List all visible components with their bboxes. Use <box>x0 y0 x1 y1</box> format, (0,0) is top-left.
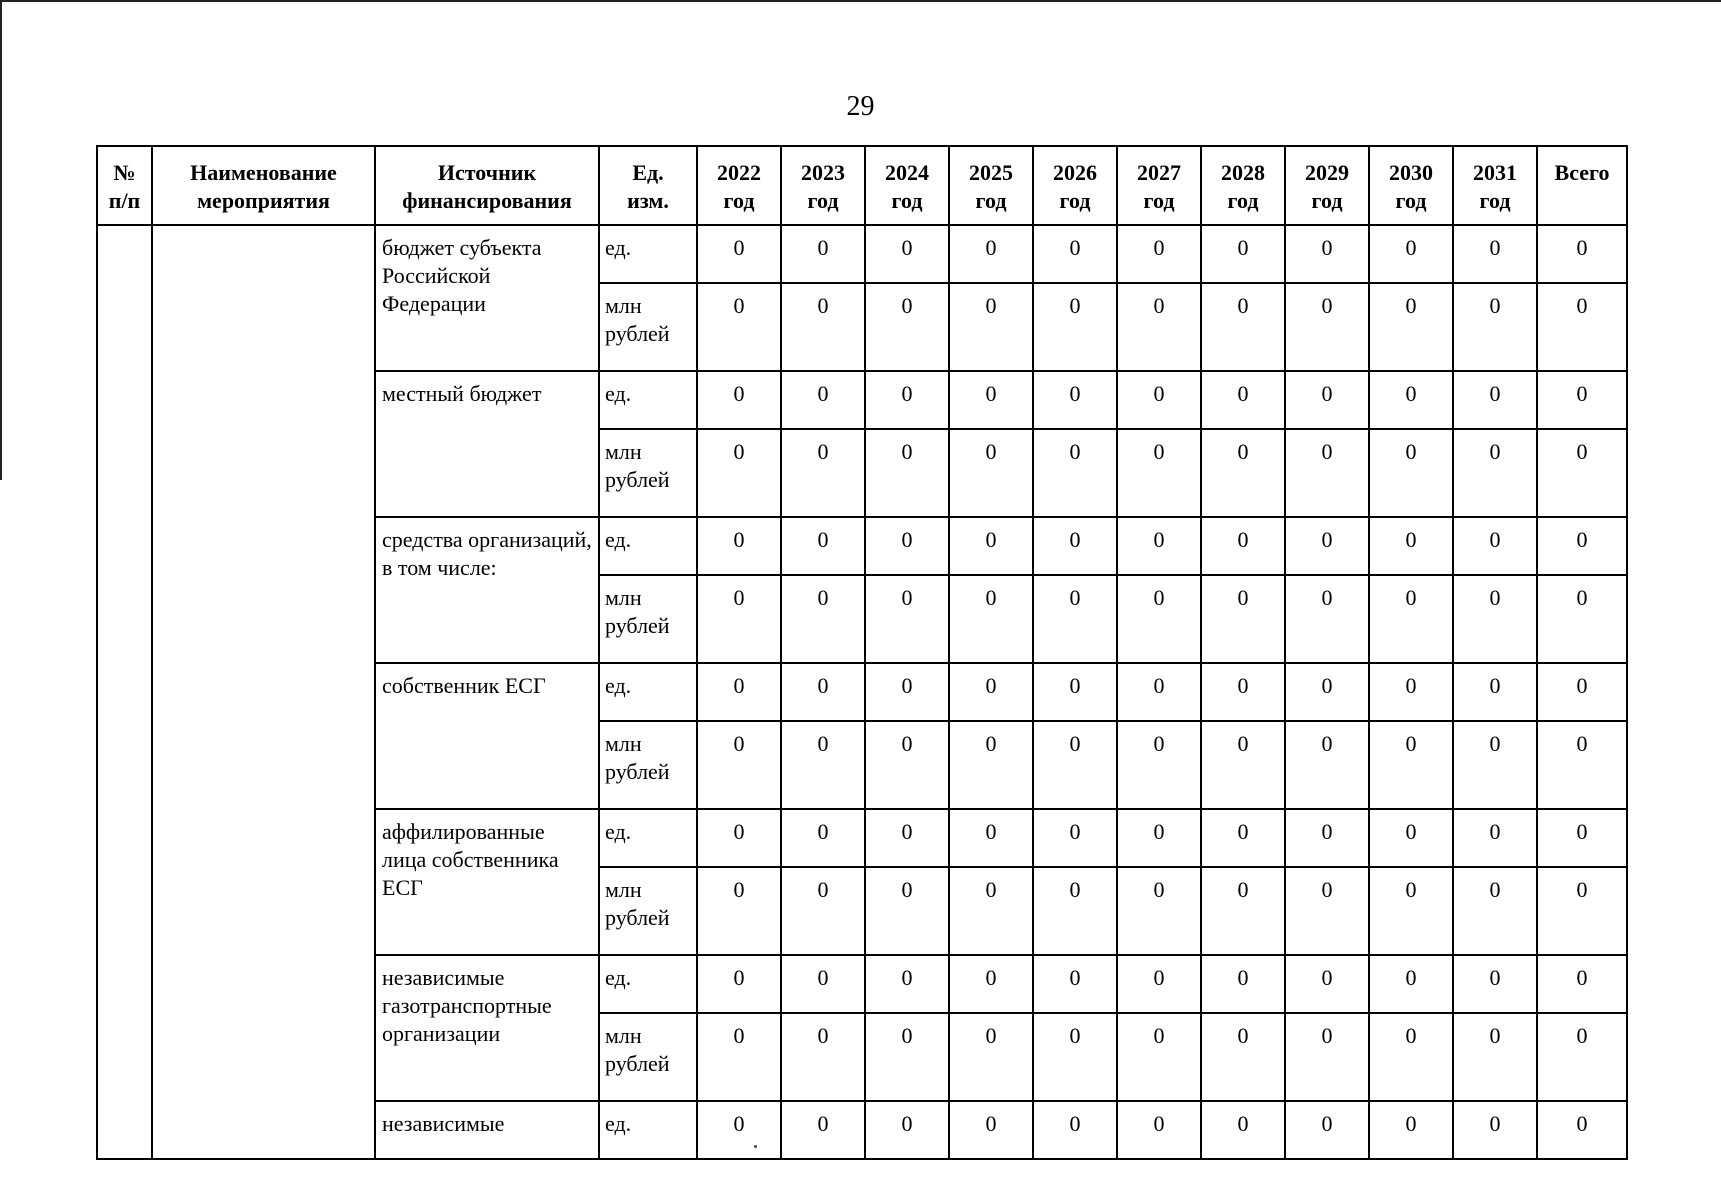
total-cell: 0 <box>1537 371 1627 429</box>
value-cell: 0 <box>949 283 1033 371</box>
value-cell: 0 <box>1285 867 1369 955</box>
unit-cell: млн рублей <box>599 575 697 663</box>
value-cell: 0 <box>697 283 781 371</box>
header-source: Источник финансирования <box>375 146 599 225</box>
unit-cell: млн рублей <box>599 283 697 371</box>
value-cell: 0 <box>1117 371 1201 429</box>
value-cell: 0 <box>697 809 781 867</box>
value-cell: 0 <box>1453 283 1537 371</box>
value-cell: 0 <box>949 575 1033 663</box>
table-header <box>97 146 1627 225</box>
value-cell: 0 <box>1369 429 1453 517</box>
value-cell: 0 <box>865 1013 949 1101</box>
value-cell: 0 <box>1117 517 1201 575</box>
value-cell: 0 <box>949 663 1033 721</box>
total-cell: 0 <box>1537 809 1627 867</box>
value-cell: 0 <box>1285 371 1369 429</box>
unit-cell: ед. <box>599 371 697 429</box>
total-cell: 0 <box>1537 517 1627 575</box>
value-cell: 0 <box>781 1013 865 1101</box>
total-cell: 0 <box>1537 575 1627 663</box>
value-cell: 0 <box>697 371 781 429</box>
value-cell: 0 <box>865 283 949 371</box>
unit-cell: ед. <box>599 225 697 283</box>
activity-name-cell <box>152 225 375 1159</box>
value-cell: 0 <box>1117 225 1201 283</box>
value-cell: 0 <box>1033 1101 1117 1159</box>
unit-cell: млн рублей <box>599 1013 697 1101</box>
value-cell: 0 <box>1369 809 1453 867</box>
value-cell: 0 <box>949 1013 1033 1101</box>
value-cell: 0 <box>949 809 1033 867</box>
header-year: 2026 год <box>1033 146 1117 225</box>
value-cell: 0 <box>1285 1101 1369 1159</box>
funding-source-cell: собственник ЕСГ <box>375 663 599 809</box>
value-cell: 0 <box>1117 809 1201 867</box>
value-cell: 0 <box>1033 809 1117 867</box>
value-cell: 0 <box>1033 721 1117 809</box>
value-cell: 0 <box>949 867 1033 955</box>
value-cell: 0 <box>865 1101 949 1159</box>
value-cell: 0 <box>1369 955 1453 1013</box>
value-cell: 0 <box>949 429 1033 517</box>
value-cell: 0 <box>1453 371 1537 429</box>
value-cell: 0 <box>949 371 1033 429</box>
value-cell: 0 <box>1201 955 1285 1013</box>
value-cell: 0 <box>1453 809 1537 867</box>
header-unit: Ед. изм. <box>599 146 697 225</box>
value-cell: 0 <box>1453 955 1537 1013</box>
total-cell: 0 <box>1537 1013 1627 1101</box>
total-cell: 0 <box>1537 1101 1627 1159</box>
total-cell: 0 <box>1537 867 1627 955</box>
total-cell: 0 <box>1537 663 1627 721</box>
value-cell: 0 <box>781 721 865 809</box>
value-cell: 0 <box>865 371 949 429</box>
value-cell: 0 <box>1033 371 1117 429</box>
value-cell: 0 <box>1285 721 1369 809</box>
value-cell: 0 <box>1285 517 1369 575</box>
value-cell: 0 <box>1369 663 1453 721</box>
value-cell: 0 <box>1453 225 1537 283</box>
value-cell: 0 <box>1201 429 1285 517</box>
value-cell: 0 <box>697 429 781 517</box>
page-number: 29 <box>846 91 875 122</box>
value-cell: 0 <box>1201 1101 1285 1159</box>
value-cell: 0 <box>781 225 865 283</box>
value-cell: 0 <box>1285 955 1369 1013</box>
value-cell: 0 <box>781 371 865 429</box>
value-cell: 0 <box>697 225 781 283</box>
value-cell: 0 <box>1369 575 1453 663</box>
value-cell: 0 <box>1033 575 1117 663</box>
value-cell: 0 <box>781 575 865 663</box>
value-cell: 0 <box>865 517 949 575</box>
header-year: 2027 год <box>1117 146 1201 225</box>
value-cell: 0 <box>1285 809 1369 867</box>
header-year: 2024 год <box>865 146 949 225</box>
value-cell: 0 <box>1033 663 1117 721</box>
value-cell: 0 <box>781 429 865 517</box>
value-cell: 0 <box>1369 721 1453 809</box>
value-cell: 0 <box>1285 225 1369 283</box>
value-cell: 0 <box>697 1013 781 1101</box>
value-cell: 0 <box>1117 663 1201 721</box>
total-cell: 0 <box>1537 225 1627 283</box>
value-cell: 0 <box>1201 225 1285 283</box>
funding-source-cell: независимые <box>375 1101 599 1159</box>
value-cell: 0 <box>781 517 865 575</box>
unit-cell: ед. <box>599 809 697 867</box>
value-cell: 0 <box>697 575 781 663</box>
value-cell: 0 <box>1033 867 1117 955</box>
value-cell: 0 <box>1201 809 1285 867</box>
unit-cell: ед. <box>599 1101 697 1159</box>
value-cell: 0 <box>1453 721 1537 809</box>
value-cell: 0 <box>1033 283 1117 371</box>
funding-source-cell: средства организаций, в том числе: <box>375 517 599 663</box>
value-cell: 0 <box>949 225 1033 283</box>
value-cell: 0 <box>1369 867 1453 955</box>
unit-cell: ед. <box>599 517 697 575</box>
total-cell: 0 <box>1537 721 1627 809</box>
value-cell: 0 <box>1201 283 1285 371</box>
value-cell: 0 <box>1453 1101 1537 1159</box>
header-total: Всего <box>1537 146 1627 225</box>
value-cell: 0 <box>1117 1013 1201 1101</box>
unit-cell: млн рублей <box>599 867 697 955</box>
value-cell: 0 <box>1117 575 1201 663</box>
value-cell: 0 <box>697 955 781 1013</box>
header-row <box>97 146 1627 225</box>
value-cell: 0 <box>1117 721 1201 809</box>
value-cell: 0 <box>697 663 781 721</box>
value-cell: 0 <box>865 955 949 1013</box>
scan-edge-top <box>0 0 1721 2</box>
value-cell: 0 <box>697 867 781 955</box>
value-cell: 0 <box>1285 283 1369 371</box>
unit-cell: млн рублей <box>599 721 697 809</box>
value-cell: 0 <box>1285 1013 1369 1101</box>
value-cell: 0 <box>781 809 865 867</box>
value-cell: 0 <box>781 663 865 721</box>
value-cell: 0 <box>865 663 949 721</box>
value-cell: 0 <box>1285 663 1369 721</box>
funding-source-cell: бюджет субъекта Российской Федерации <box>375 225 599 371</box>
value-cell: 0 <box>781 1101 865 1159</box>
value-cell: 0 <box>1369 517 1453 575</box>
value-cell: 0 <box>1369 283 1453 371</box>
total-cell: 0 <box>1537 429 1627 517</box>
value-cell: 0 <box>1201 1013 1285 1101</box>
header-name: Наименование мероприятия <box>152 146 375 225</box>
value-cell: 0 <box>1201 517 1285 575</box>
total-cell: 0 <box>1537 955 1627 1013</box>
value-cell: 0 <box>1369 371 1453 429</box>
value-cell: 0 <box>697 721 781 809</box>
scan-edge-left <box>0 0 2 480</box>
value-cell: 0 <box>1369 1013 1453 1101</box>
value-cell: 0 <box>865 225 949 283</box>
value-cell: 0 <box>1369 1101 1453 1159</box>
scan-speck <box>754 1145 757 1148</box>
value-cell: 0 <box>1117 955 1201 1013</box>
value-cell: 0 <box>949 721 1033 809</box>
value-cell: 0 <box>1201 575 1285 663</box>
value-cell: 0 <box>949 1101 1033 1159</box>
value-cell: 0 <box>1033 225 1117 283</box>
header-year: 2031 год <box>1453 146 1537 225</box>
header-year: 2022 год <box>697 146 781 225</box>
funding-source-cell: независимые газотранспортные организации <box>375 955 599 1101</box>
value-cell: 0 <box>949 955 1033 1013</box>
value-cell: 0 <box>1453 1013 1537 1101</box>
header-year: 2030 год <box>1369 146 1453 225</box>
unit-cell: ед. <box>599 663 697 721</box>
value-cell: 0 <box>1285 429 1369 517</box>
unit-cell: ед. <box>599 955 697 1013</box>
value-cell: 0 <box>1117 283 1201 371</box>
value-cell: 0 <box>697 1101 781 1159</box>
header-num: № п/п <box>97 146 152 225</box>
value-cell: 0 <box>781 867 865 955</box>
value-cell: 0 <box>1453 429 1537 517</box>
value-cell: 0 <box>781 283 865 371</box>
total-cell: 0 <box>1537 283 1627 371</box>
header-year: 2023 год <box>781 146 865 225</box>
value-cell: 0 <box>865 721 949 809</box>
value-cell: 0 <box>1201 663 1285 721</box>
value-cell: 0 <box>1201 867 1285 955</box>
financing-table <box>96 145 1628 1160</box>
value-cell: 0 <box>865 809 949 867</box>
table-row <box>97 225 1627 283</box>
value-cell: 0 <box>1201 371 1285 429</box>
value-cell: 0 <box>1453 517 1537 575</box>
value-cell: 0 <box>1201 721 1285 809</box>
value-cell: 0 <box>1033 429 1117 517</box>
funding-source-cell: местный бюджет <box>375 371 599 517</box>
header-year: 2025 год <box>949 146 1033 225</box>
header-year: 2029 год <box>1285 146 1369 225</box>
value-cell: 0 <box>865 575 949 663</box>
value-cell: 0 <box>697 517 781 575</box>
value-cell: 0 <box>865 429 949 517</box>
value-cell: 0 <box>1453 867 1537 955</box>
value-cell: 0 <box>1453 663 1537 721</box>
funding-source-cell: аффилированные лица собственника ЕСГ <box>375 809 599 955</box>
value-cell: 0 <box>1285 575 1369 663</box>
value-cell: 0 <box>1117 1101 1201 1159</box>
value-cell: 0 <box>1369 225 1453 283</box>
value-cell: 0 <box>949 517 1033 575</box>
value-cell: 0 <box>1033 517 1117 575</box>
value-cell: 0 <box>1033 955 1117 1013</box>
header-year: 2028 год <box>1201 146 1285 225</box>
unit-cell: млн рублей <box>599 429 697 517</box>
value-cell: 0 <box>1117 429 1201 517</box>
value-cell: 0 <box>1117 867 1201 955</box>
table-body <box>97 225 1627 1159</box>
value-cell: 0 <box>1033 1013 1117 1101</box>
value-cell: 0 <box>865 867 949 955</box>
num-cell <box>97 225 152 1159</box>
value-cell: 0 <box>781 955 865 1013</box>
value-cell: 0 <box>1453 575 1537 663</box>
